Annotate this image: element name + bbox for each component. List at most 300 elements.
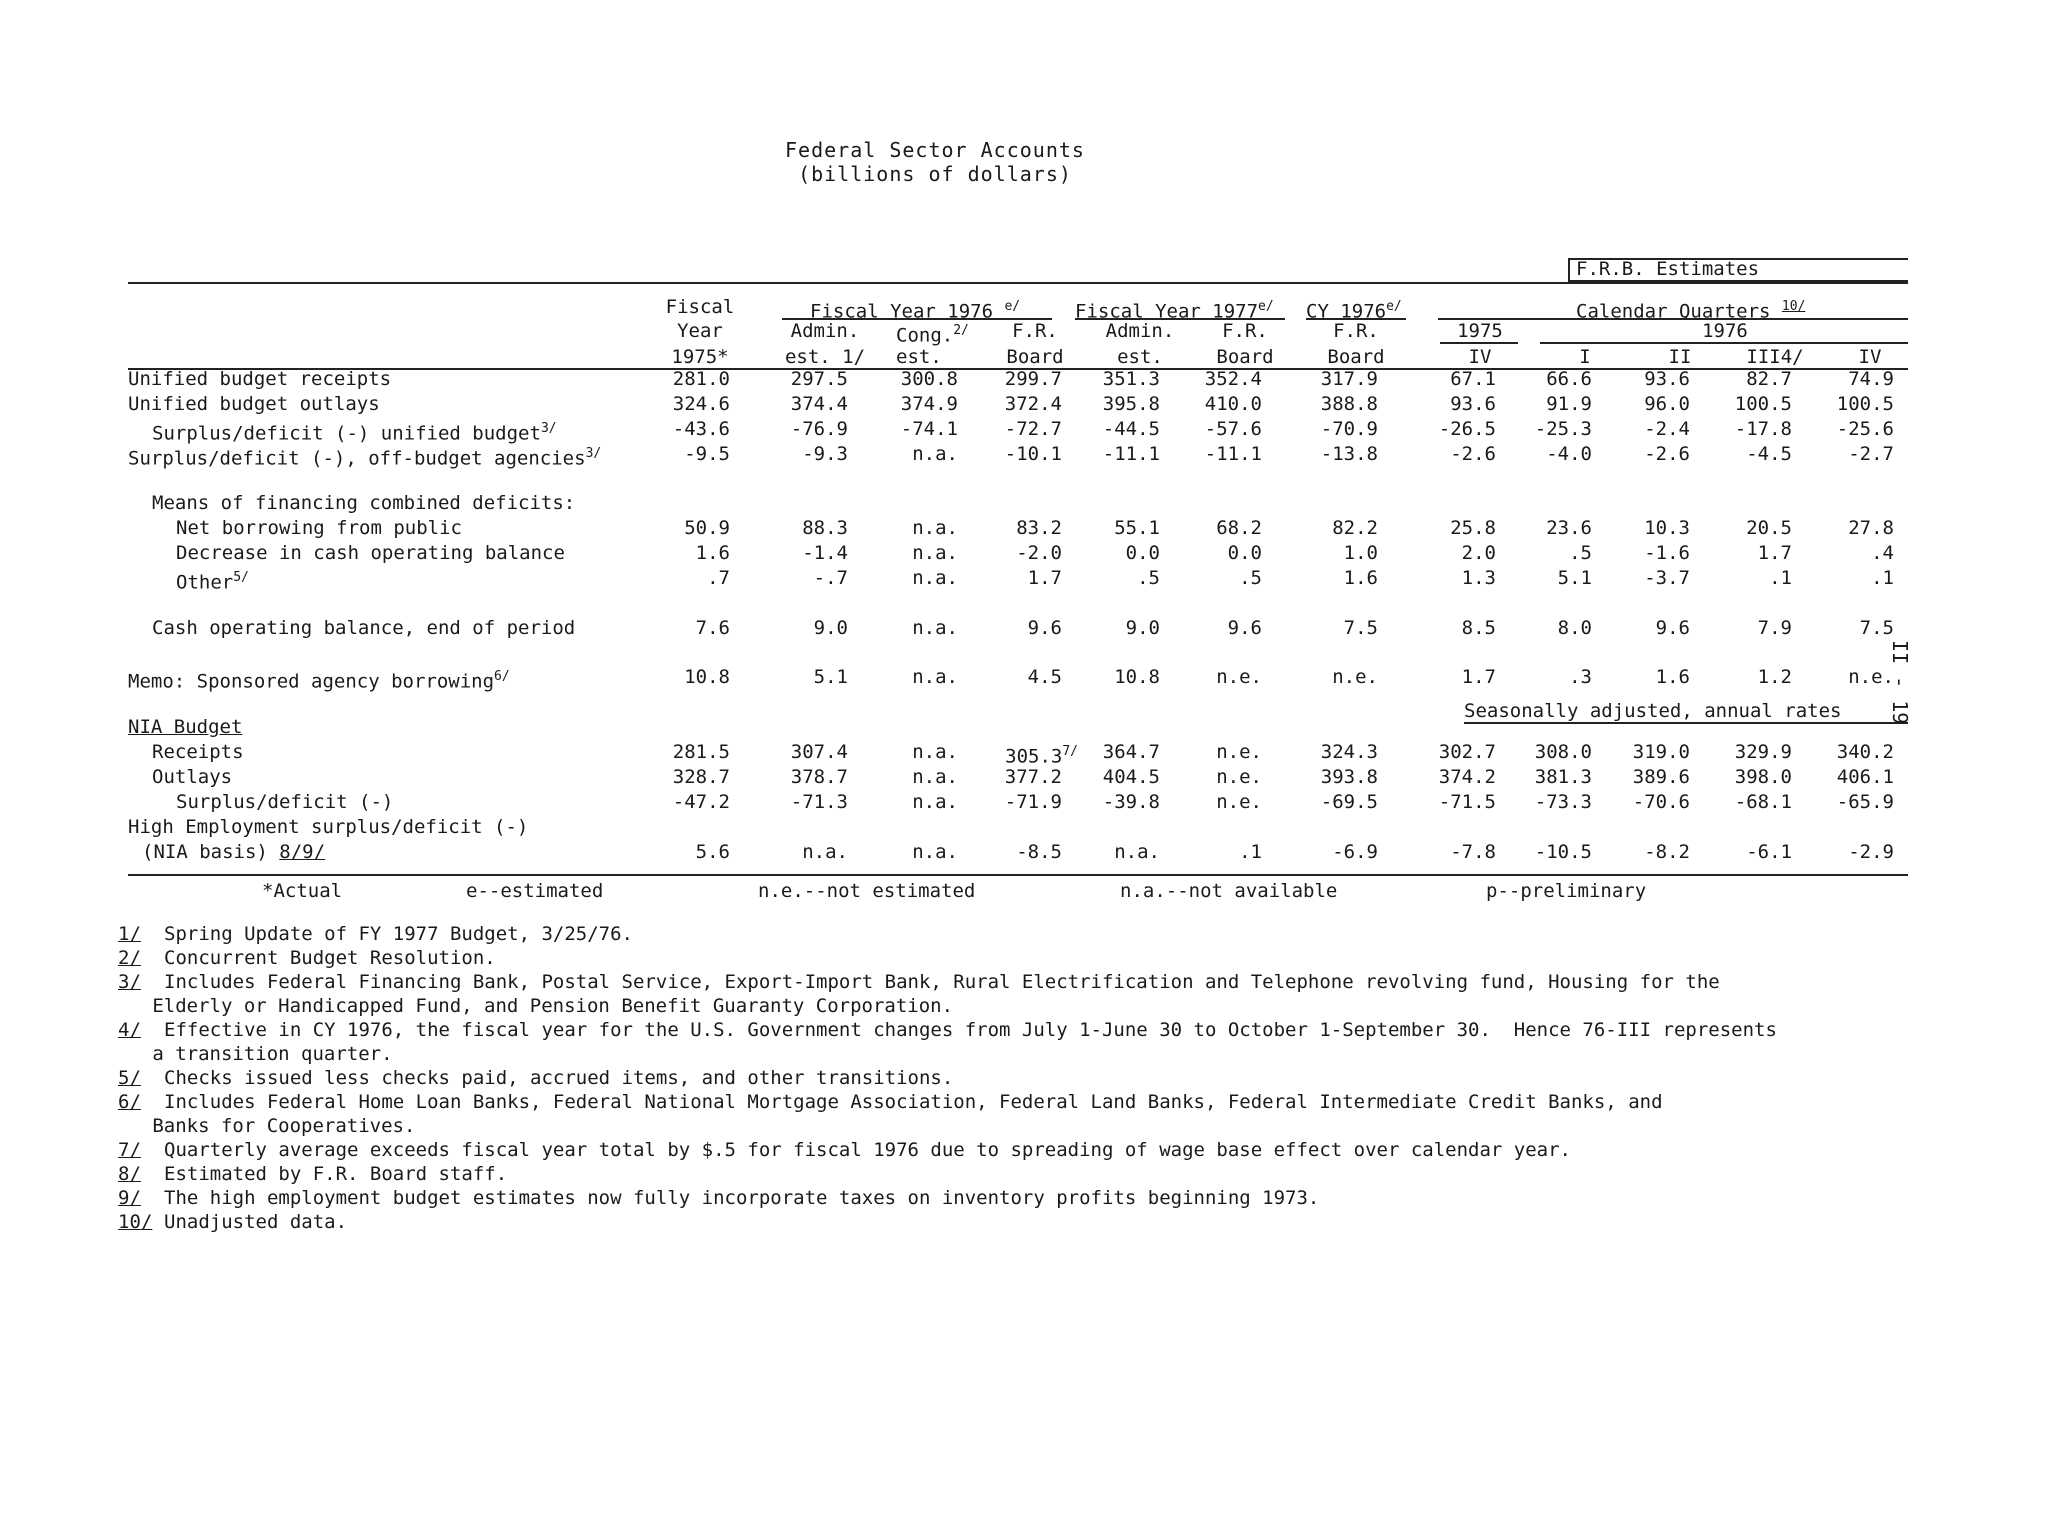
row-label xyxy=(128,368,391,390)
row-label xyxy=(152,766,232,788)
cell-value: 0.0 xyxy=(1227,542,1262,564)
table-cell xyxy=(1482,517,1592,539)
cell-value: 5.1 xyxy=(1557,567,1592,589)
table-cell xyxy=(1386,393,1496,415)
legend-estimated: e--estimated xyxy=(466,880,604,902)
table-cell xyxy=(620,517,730,539)
table-cell xyxy=(1268,542,1378,564)
footnote-number: 7/ xyxy=(118,1139,141,1161)
cell-value: 1.6 xyxy=(695,542,730,564)
table-cell xyxy=(620,443,730,465)
footnote-number: 10/ xyxy=(118,1211,153,1233)
table-cell xyxy=(738,368,848,390)
table-cell xyxy=(1580,567,1690,589)
footnote xyxy=(118,946,496,970)
table-cell xyxy=(952,841,1062,863)
footnote-text: The high employment budget estimates now fully incorporate taxes on inventory profits beginning 1973. xyxy=(164,1187,1320,1209)
table-cell xyxy=(1152,617,1262,639)
table-cell xyxy=(1580,617,1690,639)
legend-actual: *Actual xyxy=(262,880,343,902)
table-cell xyxy=(1050,418,1160,440)
table-cell xyxy=(1268,617,1378,639)
cell-value: .1 xyxy=(1769,567,1792,589)
header-fy1976-group: Fiscal Year 1976 $^{e/}$ xyxy=(810,299,1021,323)
table-cell xyxy=(1580,841,1690,863)
table-cell xyxy=(1268,841,1378,863)
table-cell xyxy=(1050,443,1160,465)
cell-value: -2.6 xyxy=(1450,443,1496,465)
table-cell xyxy=(1050,567,1160,589)
row-label xyxy=(128,443,601,469)
cell-value: 93.6 xyxy=(1644,368,1690,390)
table-cell xyxy=(1784,741,1894,763)
table-cell xyxy=(1152,443,1262,465)
table-cell xyxy=(1482,791,1592,813)
cell-value: 381.3 xyxy=(1534,766,1592,788)
cell-value: 1.3 xyxy=(1461,567,1496,589)
cell-value: n.e. xyxy=(1216,791,1262,813)
table-cell xyxy=(1050,741,1160,763)
cell-value: 9.6 xyxy=(1655,617,1690,639)
year-1975-rule xyxy=(1440,342,1518,344)
row-label xyxy=(176,542,565,564)
header-q-iv-1975: IV xyxy=(1468,346,1492,368)
cell-value: -76.9 xyxy=(790,418,848,440)
cell-value: -1.6 xyxy=(1644,542,1690,564)
header-admin77-line1: Admin. xyxy=(1105,320,1175,342)
cell-value: -39.8 xyxy=(1102,791,1160,813)
footnote-text: Quarterly average exceeds fiscal year total by $.5 for fiscal 1976 due to spreading of wage base effect over calendar year. xyxy=(164,1139,1571,1161)
cell-value: 8.5 xyxy=(1461,617,1496,639)
table-cell xyxy=(1580,418,1690,440)
cell-value: -57.6 xyxy=(1204,418,1262,440)
cell-value: -2.6 xyxy=(1644,443,1690,465)
row-label-text: Other xyxy=(176,571,234,594)
footnote-text: Includes Federal Financing Bank, Postal Service, Export-Import Bank, Rural Electrification and Telephone revolving fund, Housing for the Elderly or Handicapped Fund, and Pension Benefit Guaranty Corporation. xyxy=(152,971,1720,1017)
table-cell xyxy=(1152,666,1262,688)
cell-value: .1 xyxy=(1239,841,1262,863)
table-cell xyxy=(1386,617,1496,639)
table-cell xyxy=(1784,841,1894,863)
footnote-text: Estimated by F.R. Board staff. xyxy=(164,1163,508,1185)
row-label xyxy=(152,418,557,444)
table-cell xyxy=(1482,666,1592,688)
table-cell xyxy=(1482,418,1592,440)
cell-value: 351.3 xyxy=(1102,368,1160,390)
row-label-text: Outlays xyxy=(152,766,233,788)
cell-value: n.e. xyxy=(1216,741,1262,763)
table-cell xyxy=(1152,766,1262,788)
cell-value: .3 xyxy=(1569,666,1592,688)
footnote xyxy=(118,1162,507,1186)
row-label-text: Unified budget receipts xyxy=(128,368,392,390)
table-cell xyxy=(1152,841,1262,863)
cell-value: 10.3 xyxy=(1644,517,1690,539)
table-cell xyxy=(620,841,730,863)
cell-value: 308.0 xyxy=(1534,741,1592,763)
table-cell xyxy=(1268,791,1378,813)
cell-value: -11.1 xyxy=(1204,443,1262,465)
row-label-text: High Employment surplus/deficit (-) xyxy=(128,816,529,838)
table-cell xyxy=(1152,791,1262,813)
cell-value: .5 xyxy=(1569,542,1592,564)
row-label xyxy=(128,666,510,692)
table-cell xyxy=(952,443,1062,465)
cell-value: 27.8 xyxy=(1848,517,1894,539)
table-cell xyxy=(1050,393,1160,415)
row-label xyxy=(176,567,249,593)
table-cell xyxy=(1268,567,1378,589)
table-cell xyxy=(738,542,848,564)
cell-value: -43.6 xyxy=(672,418,730,440)
cell-value: -2.7 xyxy=(1848,443,1894,465)
cell-value: 372.4 xyxy=(1004,393,1062,415)
cell-value: 317.9 xyxy=(1320,368,1378,390)
table-cell xyxy=(848,443,958,465)
footnote-number: 4/ xyxy=(118,1019,141,1041)
cell-value: 281.0 xyxy=(672,368,730,390)
footnote xyxy=(118,1138,1571,1162)
cell-value: 1.7 xyxy=(1757,542,1792,564)
table-cell xyxy=(1050,766,1160,788)
cell-value: 297.5 xyxy=(790,368,848,390)
cell-value: 377.2 xyxy=(1004,766,1062,788)
cell-value: -4.0 xyxy=(1546,443,1592,465)
cell-value: -71.5 xyxy=(1438,791,1496,813)
footnote-text: Includes Federal Home Loan Banks, Federal National Mortgage Association, Federal Land Banks, Federal Intermediate Credit Banks, and Banks for Cooperatives. xyxy=(152,1091,1663,1137)
cell-value: -4.5 xyxy=(1746,443,1792,465)
cell-value: -47.2 xyxy=(672,791,730,813)
cell-value: n.a. xyxy=(912,443,958,465)
header-q-iv: IV xyxy=(1858,346,1882,368)
table-cell xyxy=(1268,418,1378,440)
table-cell xyxy=(1682,368,1792,390)
table-cell xyxy=(952,368,1062,390)
cell-value: .4 xyxy=(1871,542,1894,564)
cell-value: n.a. xyxy=(912,841,958,863)
table-cell xyxy=(738,393,848,415)
cell-value: -10.1 xyxy=(1004,443,1062,465)
cell-value: 1.7 xyxy=(1027,567,1062,589)
legend-not-available: n.a.--not available xyxy=(1120,880,1338,902)
table-cell xyxy=(1268,368,1378,390)
table-cell xyxy=(1784,368,1894,390)
table-cell xyxy=(1050,517,1160,539)
header-frb77-line1: F.R. xyxy=(1222,320,1268,342)
footnote-text: Spring Update of FY 1977 Budget, 3/25/76. xyxy=(164,923,633,945)
footnote-number: 8/ xyxy=(118,1163,141,1185)
cell-value: -6.9 xyxy=(1332,841,1378,863)
table-cell xyxy=(1482,393,1592,415)
cell-value: -3.7 xyxy=(1644,567,1690,589)
table-cell xyxy=(1050,368,1160,390)
table-cell xyxy=(848,666,958,688)
cell-value: 404.5 xyxy=(1102,766,1160,788)
table-cell xyxy=(620,418,730,440)
table-cell xyxy=(1784,791,1894,813)
cell-value: 395.8 xyxy=(1102,393,1160,415)
cell-value: n.a. xyxy=(912,542,958,564)
cell-value: 1.6 xyxy=(1343,567,1378,589)
cell-value: 389.6 xyxy=(1632,766,1690,788)
footnote-number: 1/ xyxy=(118,923,141,945)
row-label-text: Cash operating balance, end of period xyxy=(152,617,576,639)
header-admin-line2: est. 1/ xyxy=(784,346,866,368)
cell-value: 50.9 xyxy=(684,517,730,539)
table-cell xyxy=(952,418,1062,440)
row-label xyxy=(128,816,528,838)
table-cell xyxy=(738,517,848,539)
footnote-text: Effective in CY 1976, the fiscal year for the U.S. Government changes from July 1-June 30 to October 1-September 30. Hence 76-III represents a transition quarter. xyxy=(152,1019,1777,1065)
cell-value: -69.5 xyxy=(1320,791,1378,813)
table-cell xyxy=(1386,517,1496,539)
row-label xyxy=(128,716,242,738)
footnote-text: Checks issued less checks paid, accrued items, and other transitions. xyxy=(164,1067,954,1089)
cell-value: -8.5 xyxy=(1016,841,1062,863)
table-cell xyxy=(1580,443,1690,465)
header-q-i: I xyxy=(1579,346,1591,368)
cell-value: 352.4 xyxy=(1204,368,1262,390)
table-cell xyxy=(848,567,958,589)
header-cy1976-group: CY $1976^{e/}$ xyxy=(1306,299,1402,323)
table-cell xyxy=(848,741,958,763)
table-cell xyxy=(620,542,730,564)
table-cell xyxy=(1050,666,1160,688)
table-cell xyxy=(1682,617,1792,639)
table-cell xyxy=(952,617,1062,639)
row-label-text: Surplus/deficit (-) unified budget xyxy=(152,422,541,445)
header-fiscal-1975-line2: Year xyxy=(677,320,723,342)
cell-value: 55.1 xyxy=(1114,517,1160,539)
row-label-text: Receipts xyxy=(152,741,244,763)
footnote xyxy=(118,1210,347,1234)
table-cell xyxy=(738,418,848,440)
table-cell xyxy=(1152,517,1262,539)
cell-value: 374.9 xyxy=(900,393,958,415)
table-cell xyxy=(620,368,730,390)
table-cell xyxy=(1152,542,1262,564)
row-label xyxy=(152,741,244,763)
table-cell xyxy=(952,666,1062,688)
cell-value: -1.4 xyxy=(802,542,848,564)
legend-preliminary: p--preliminary xyxy=(1486,880,1647,902)
table-cell xyxy=(952,542,1062,564)
table-cell xyxy=(738,791,848,813)
cell-value: n.a. xyxy=(912,791,958,813)
cell-value: -2.0 xyxy=(1016,542,1062,564)
seasonally-adjusted-rule xyxy=(1464,722,1908,724)
table-cell xyxy=(1482,766,1592,788)
header-cy-frb-line1: F.R. xyxy=(1333,320,1379,342)
header-frb-line2: Board xyxy=(1006,346,1064,368)
table-cell xyxy=(848,517,958,539)
cell-value: -72.7 xyxy=(1004,418,1062,440)
page-subtitle: (billions of dollars) xyxy=(798,162,1072,186)
cell-value: n.a. xyxy=(912,666,958,688)
row-label-text: Decrease in cash operating balance xyxy=(176,542,565,564)
table-cell xyxy=(1268,766,1378,788)
cell-value: -44.5 xyxy=(1102,418,1160,440)
table-bottom-rule xyxy=(128,874,1908,876)
cell-value: 398.0 xyxy=(1734,766,1792,788)
header-admin77-line2: est. xyxy=(1117,346,1163,368)
cell-value: 324.6 xyxy=(672,393,730,415)
table-cell xyxy=(1152,567,1262,589)
year-1976-rule xyxy=(1540,342,1908,344)
table-cell xyxy=(848,393,958,415)
header-cy-frb-line2: Board xyxy=(1327,346,1385,368)
cell-value: -71.3 xyxy=(790,791,848,813)
table-cell xyxy=(1580,517,1690,539)
footnote-number: 6/ xyxy=(118,1091,141,1113)
cell-value: 68.2 xyxy=(1216,517,1262,539)
table-cell xyxy=(620,393,730,415)
table-cell xyxy=(1386,368,1496,390)
cell-value: -13.8 xyxy=(1320,443,1378,465)
table-cell xyxy=(1386,542,1496,564)
header-year-1976: 1976 xyxy=(1702,320,1748,342)
footnote-number: 5/ xyxy=(118,1067,141,1089)
header-q-iii: III4/ xyxy=(1746,346,1804,368)
table-cell xyxy=(1268,443,1378,465)
cell-value: 328.7 xyxy=(672,766,730,788)
table-cell xyxy=(1268,741,1378,763)
cell-value: .5 xyxy=(1137,567,1160,589)
row-label xyxy=(152,617,575,639)
cell-value: -71.9 xyxy=(1004,791,1062,813)
cell-value: 5.1 xyxy=(813,666,848,688)
cell-value: .5 xyxy=(1239,567,1262,589)
table-cell xyxy=(952,567,1062,589)
cell-value: -8.2 xyxy=(1644,841,1690,863)
header-admin-line1: Admin. xyxy=(790,320,860,342)
cell-value: 23.6 xyxy=(1546,517,1592,539)
table-cell xyxy=(1682,741,1792,763)
table-cell xyxy=(1482,741,1592,763)
header-frb-line1: F.R. xyxy=(1012,320,1058,342)
table-cell xyxy=(1580,741,1690,763)
cell-value: 7.6 xyxy=(695,617,730,639)
cell-value: 374.2 xyxy=(1438,766,1496,788)
table-cell xyxy=(1482,368,1592,390)
frb-estimates-label: F.R.B. Estimates xyxy=(1576,258,1760,280)
cell-value: 9.6 xyxy=(1227,617,1262,639)
table-cell xyxy=(1682,517,1792,539)
cell-value: 1.2 xyxy=(1757,666,1792,688)
cell-value: 406.1 xyxy=(1836,766,1894,788)
footnote xyxy=(118,970,1720,1018)
cell-value: 378.7 xyxy=(790,766,848,788)
legend-not-estimated: n.e.--not estimated xyxy=(758,880,976,902)
cell-value: 1.7 xyxy=(1461,666,1496,688)
cell-value: 74.9 xyxy=(1848,368,1894,390)
cell-value: 7.5 xyxy=(1343,617,1378,639)
row-label xyxy=(176,791,393,813)
table-cell xyxy=(1386,841,1496,863)
cell-value: 340.2 xyxy=(1836,741,1894,763)
cell-value: -65.9 xyxy=(1836,791,1894,813)
table-cell xyxy=(620,766,730,788)
table-cell xyxy=(848,542,958,564)
page-title: Federal Sector Accounts xyxy=(785,138,1085,162)
table-cell xyxy=(1050,542,1160,564)
cell-value: 1.6 xyxy=(1655,666,1690,688)
table-cell xyxy=(1482,542,1592,564)
row-footnote-ref: 6/ xyxy=(494,669,510,684)
cell-value: 364.7 xyxy=(1102,741,1160,763)
cell-value: 302.7 xyxy=(1438,741,1496,763)
cell-value: .1 xyxy=(1871,567,1894,589)
cell-value: 82.2 xyxy=(1332,517,1378,539)
table-cell xyxy=(1268,393,1378,415)
frb-box-left-rule xyxy=(1568,258,1570,280)
cell-value: n.a. xyxy=(912,766,958,788)
table-cell xyxy=(1386,666,1496,688)
table-cell xyxy=(1152,368,1262,390)
table-cell xyxy=(1784,418,1894,440)
table-cell xyxy=(1682,666,1792,688)
table-cell xyxy=(848,368,958,390)
row-label-text: Means of financing combined deficits: xyxy=(152,492,576,514)
cell-value: 9.0 xyxy=(813,617,848,639)
cell-value: -70.9 xyxy=(1320,418,1378,440)
cell-value: -25.3 xyxy=(1534,418,1592,440)
table-cell xyxy=(1784,443,1894,465)
table-cell xyxy=(1580,791,1690,813)
table-cell xyxy=(1580,666,1690,688)
table-cell xyxy=(848,841,958,863)
cell-value: 300.8 xyxy=(900,368,958,390)
table-cell xyxy=(1580,766,1690,788)
cell-value: 66.6 xyxy=(1546,368,1592,390)
table-cell xyxy=(1784,393,1894,415)
table-cell xyxy=(1682,393,1792,415)
cell-value: 410.0 xyxy=(1204,393,1262,415)
cell-value: 20.5 xyxy=(1746,517,1792,539)
table-cell xyxy=(952,393,1062,415)
cell-value: 9.0 xyxy=(1125,617,1160,639)
table-cell xyxy=(1386,443,1496,465)
cell-value: -70.6 xyxy=(1632,791,1690,813)
cell-value: 319.0 xyxy=(1632,741,1690,763)
cell-value: n.e. xyxy=(1216,666,1262,688)
table-cell xyxy=(1386,791,1496,813)
row-label-text: Unified budget outlays xyxy=(128,393,380,415)
table-cell xyxy=(1050,617,1160,639)
table-cell xyxy=(1268,517,1378,539)
table-cell xyxy=(1682,791,1792,813)
table-cell xyxy=(1682,841,1792,863)
cell-value: .7 xyxy=(707,567,730,589)
cell-value: n.a. xyxy=(912,617,958,639)
cell-value: 307.4 xyxy=(790,741,848,763)
cell-value: n.e. xyxy=(1848,666,1894,688)
cell-value: n.e. xyxy=(1216,766,1262,788)
footnote xyxy=(118,1066,953,1090)
footnote-number: 9/ xyxy=(118,1187,141,1209)
table-cell xyxy=(1268,666,1378,688)
page-number: II - 19 xyxy=(1888,640,1912,725)
table-cell xyxy=(738,741,848,763)
cell-value: 25.8 xyxy=(1450,517,1496,539)
table-cell xyxy=(1682,567,1792,589)
table-cell xyxy=(848,418,958,440)
table-cell xyxy=(738,617,848,639)
cell-value: n.a. xyxy=(912,567,958,589)
cell-value: -6.1 xyxy=(1746,841,1792,863)
table-cell xyxy=(848,617,958,639)
cell-value: -25.6 xyxy=(1836,418,1894,440)
